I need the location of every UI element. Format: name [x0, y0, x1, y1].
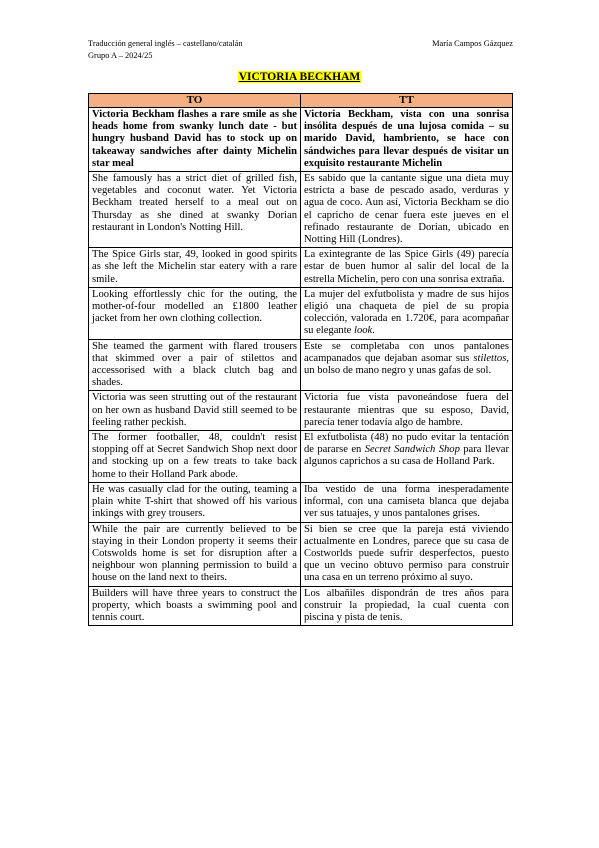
table-row [89, 522, 513, 586]
target-text: para llevar algunos caprichos a su casa de Holland Park. [304, 444, 509, 468]
target-text-cell [301, 431, 513, 483]
table-row [89, 431, 513, 483]
source-text-cell: The former footballer, 48, couldn't resist stopping off at Secret Sandwich Shop next door and stocking up on a few treats to take back home to their Holland Park abode. [89, 431, 301, 483]
source-text-cell: Looking effortlessly chic for the outing, the mother-of-four modelled an £1800 leather jacket from her own clothing collection. [89, 287, 301, 339]
target-text-cell [301, 287, 513, 339]
target-text-cell: La exintegrante de las Spice Girls (49) parecía estar de buen humor al salir del local de la estrella Michelin, pero con una sonrisa extraña. [301, 248, 513, 288]
column-header-to: TO [89, 94, 301, 108]
source-text-cell: She teamed the garment with flared trousers that skimmed over a pair of stilettos and accessorised with a black clutch bag and shades. [89, 339, 301, 391]
course-name: Traducción general inglés – castellano/catalán [88, 39, 243, 48]
italic-term: stilettos [473, 352, 507, 364]
target-text: . [372, 325, 375, 337]
target-text-cell: Iba vestido de una forma inesperadamente informal, con una camiseta blanca que dejaba ver sus tatuajes, y unos pantalones grises. [301, 482, 513, 522]
source-text-cell: The Spice Girls star, 49, looked in good spirits as she left the Michelin star eatery with a rare smile. [89, 248, 301, 288]
source-text-cell: Victoria was seen strutting out of the restaurant on her own as husband David still seemed to be feeling rather peckish. [89, 391, 301, 431]
target-text: Este se completaba con unos pantalones acampanados que dejaban asomar sus [304, 340, 509, 364]
table-row [89, 482, 513, 522]
italic-term: Secret Sandwich Shop [364, 444, 460, 456]
translation-table [88, 93, 513, 626]
target-text-cell: Los albañiles dispondrán de tres años para construir la propiedad, la cual cuenta con piscina y pista de tenis. [301, 586, 513, 626]
target-text: La mujer del exfutbolista y madre de sus hijos eligió una chaqueta de piel de su propia colección, valorada en 1.720€, para acompañar su elegante [304, 288, 509, 337]
table-row [89, 339, 513, 391]
target-text-cell: Victoria fue vista pavoneándose fuera del restaurante mientras que su esposo, David, parecía tener todavía algo de hambre. [301, 391, 513, 431]
target-text-cell: Es sabido que la cantante sigue una dieta muy estricta a base de pescado asado, verduras y agua de coco. Aun así, Victoria Beckham se dio el capricho de cenar fuera este jueves en el refinado restaurante de Dorian, ubicado en Notting Hill (Londres). [301, 172, 513, 248]
table-row [89, 287, 513, 339]
table-row [89, 108, 513, 172]
document-title [0, 71, 599, 84]
source-text-cell: He was casually clad for the outing, teaming a plain white T-shirt that showed off his various inkings with grey trousers. [89, 482, 301, 522]
table-row [89, 248, 513, 288]
author-name: María Campos Gázquez [432, 39, 513, 48]
target-text: , un bolso de mano negro y unas gafas de sol. [304, 352, 509, 377]
target-text: El exfutbolista (48) no pudo evitar la tentación de pararse en [304, 432, 509, 456]
target-text-cell: Victoria Beckham, vista con una sonrisa insólita después de una lujosa comida – su marido David, hambriento, se hace con sándwiches para llevar después de visitar un exquisito restaurante Michelin [301, 108, 513, 172]
source-text-cell: Victoria Beckham flashes a rare smile as she heads home from swanky lunch date - but hungry husband David has to stock up on takeaway sandwiches after dainty Michelin star meal [89, 108, 301, 172]
column-header-tt: TT [301, 94, 513, 108]
table-row [89, 391, 513, 431]
target-text-cell: Si bien se cree que la pareja está viviendo actualmente en Londres, parece que su casa de Costworlds puede sufrir desperfectos, puesto que un vecino obtuvo permiso para construir una casa en un terreno próximo al suyo. [301, 522, 513, 586]
page-header [88, 38, 513, 62]
group-name: Grupo A – 2024/25 [88, 51, 153, 60]
table-header-row [89, 94, 513, 108]
table-row [89, 172, 513, 248]
document-title-text: VICTORIA BECKHAM [238, 71, 361, 83]
table-row [89, 586, 513, 626]
target-text-cell [301, 339, 513, 391]
source-text-cell: Builders will have three years to construct the property, which boasts a swimming pool and tennis court. [89, 586, 301, 626]
source-text-cell: She famously has a strict diet of grilled fish, vegetables and coconut water. Yet Victoria Beckham treated herself to a meal out on Thursday as she dined at swanky Dorian restaurant in London's Notting Hill. [89, 172, 301, 248]
source-text-cell: While the pair are currently believed to be staying in their London property it seems their Cotswolds home is set for disruption after a neighbour won planning permission to build a house on the land next to theirs. [89, 522, 301, 586]
italic-term: look [354, 325, 373, 337]
